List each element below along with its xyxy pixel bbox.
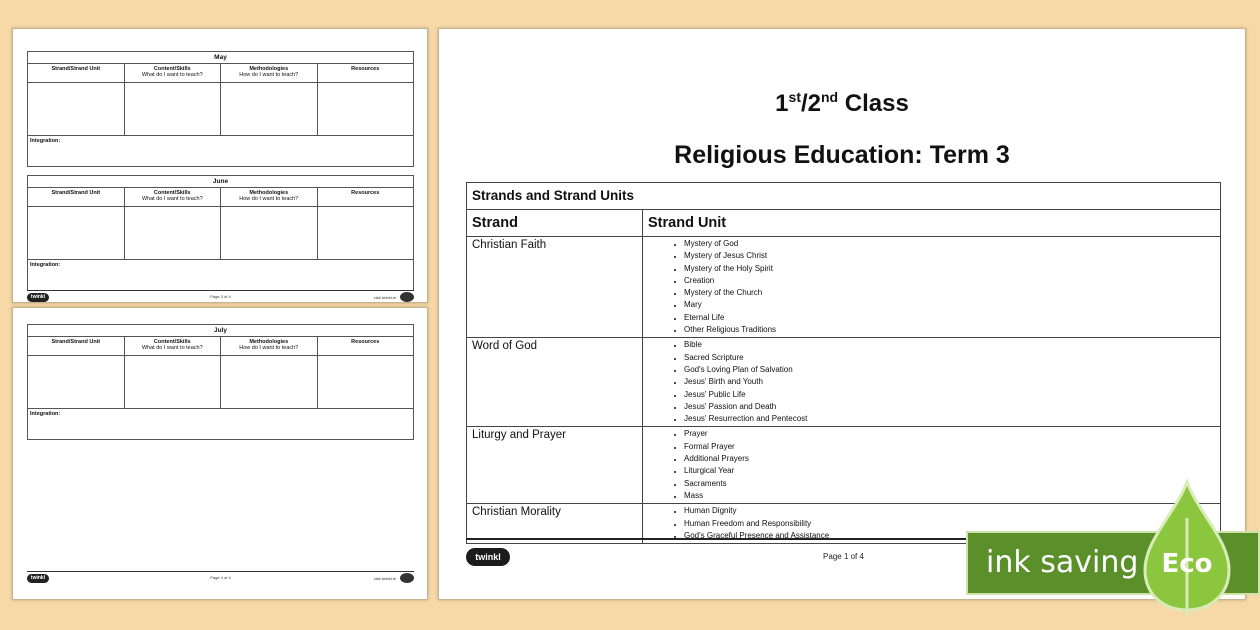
plan-cell: [317, 356, 414, 409]
month-plan-table: [27, 324, 414, 440]
column-header: Strand/Strand Unit: [28, 337, 125, 356]
eco-logo-icon: [400, 292, 414, 302]
integration-cell: Integration:: [28, 409, 414, 440]
list-item: • Mystery of the Church: [684, 287, 1215, 299]
list-item: • Liturgical Year: [684, 465, 1215, 477]
twinkl-logo: twinkl: [27, 293, 49, 302]
eco-drop-icon: [1139, 478, 1235, 618]
month-label: June: [28, 176, 414, 188]
list-item: • Mary: [684, 299, 1215, 311]
plan-cell: [124, 83, 221, 136]
plan-cell: [124, 207, 221, 260]
column-header: Content/Skills What do I want to teach?: [124, 64, 221, 83]
list-item: • Jesus' Public Life: [684, 389, 1215, 401]
table-row: [467, 338, 1221, 427]
plan-cell: [221, 356, 318, 409]
list-item: • Human Freedom and Responsibility: [684, 518, 1215, 530]
strand-unit-column-header: Strand Unit: [643, 210, 1221, 237]
main-page: [438, 28, 1246, 600]
list-item: • Creation: [684, 275, 1215, 287]
page-number: Page 3 of 4: [210, 294, 231, 299]
list-item: • Other Religious Traditions: [684, 324, 1215, 336]
eco-logo-icon: [400, 573, 414, 583]
column-header: Methodologies How do I want to teach?: [221, 64, 318, 83]
column-header: Resources: [317, 64, 414, 83]
page-footer: [27, 571, 414, 586]
page-number: Page 1 of 4: [823, 552, 864, 561]
list-item: • Additional Prayers: [684, 453, 1215, 465]
list-item: • Jesus' Resurrection and Pentecost: [684, 413, 1215, 425]
strand-units: [643, 427, 1221, 504]
footer-url: visit twinkl.ie: [373, 295, 396, 300]
list-item: • Eternal Life: [684, 312, 1215, 324]
list-item: • Mass: [684, 490, 1215, 502]
integration-cell: Integration:: [28, 136, 414, 167]
list-item: • Mystery of Jesus Christ: [684, 250, 1215, 262]
month-plan-table: [27, 175, 414, 291]
list-item: • Jesus' Passion and Death: [684, 401, 1215, 413]
column-header: Content/Skills What do I want to teach?: [124, 188, 221, 207]
planner-page-front: [12, 307, 428, 600]
strands-table: [466, 182, 1221, 544]
page-title: 1st/2nd Class: [775, 89, 909, 117]
strand-name: Christian Morality: [467, 504, 643, 544]
column-header: Content/Skills What do I want to teach?: [124, 337, 221, 356]
list-item: • Mystery of the Holy Spirit: [684, 263, 1215, 275]
plan-cell: [221, 207, 318, 260]
month-plan-table: [27, 51, 414, 167]
page-number: Page 4 of 4: [210, 575, 231, 580]
plan-cell: [28, 207, 125, 260]
column-header: Resources: [317, 337, 414, 356]
list-item: • Human Dignity: [684, 505, 1215, 517]
plan-cell: [124, 356, 221, 409]
integration-cell: Integration:: [28, 260, 414, 291]
strand-rows: [467, 237, 1221, 544]
eco-drop-text: Eco: [1161, 549, 1213, 579]
plan-cell: [28, 356, 125, 409]
page-footer: [27, 290, 414, 305]
column-header: Resources: [317, 188, 414, 207]
plan-cell: [28, 83, 125, 136]
footer-url: visit twinkl.ie: [373, 576, 396, 581]
month-label: July: [28, 325, 414, 337]
twinkl-logo: twinkl: [466, 548, 510, 566]
list-item: • God's Graceful Presence and Assistance: [684, 530, 1215, 542]
strand-column-header: Strand: [467, 210, 643, 237]
planner-page-back: [12, 28, 428, 303]
list-item: • Bible: [684, 339, 1215, 351]
plan-cell: [221, 83, 318, 136]
table-row: [467, 427, 1221, 504]
list-item: • Prayer: [684, 428, 1215, 440]
list-item: • Sacred Scripture: [684, 352, 1215, 364]
page-subtitle: Religious Education: Term 3: [674, 141, 1010, 169]
list-item: • Jesus' Birth and Youth: [684, 376, 1215, 388]
list-item: • God's Loving Plan of Salvation: [684, 364, 1215, 376]
plan-cell: [317, 207, 414, 260]
column-header: Strand/Strand Unit: [28, 188, 125, 207]
plan-cell: [317, 83, 414, 136]
strand-units: [643, 338, 1221, 427]
table-row: [467, 237, 1221, 338]
list-item: • Sacraments: [684, 478, 1215, 490]
column-header: Methodologies How do I want to teach?: [221, 337, 318, 356]
strand-name: Liturgy and Prayer: [467, 427, 643, 504]
twinkl-logo: twinkl: [27, 574, 49, 583]
list-item: • Mystery of God: [684, 238, 1215, 250]
strand-units: [643, 237, 1221, 338]
month-label: May: [28, 52, 414, 64]
strand-name: Word of God: [467, 338, 643, 427]
strand-name: Christian Faith: [467, 237, 643, 338]
table-caption: Strands and Strand Units: [467, 183, 1221, 210]
list-item: • Formal Prayer: [684, 441, 1215, 453]
column-header: Methodologies How do I want to teach?: [221, 188, 318, 207]
ink-saving-label: ink saving: [986, 545, 1139, 580]
column-header: Strand/Strand Unit: [28, 64, 125, 83]
